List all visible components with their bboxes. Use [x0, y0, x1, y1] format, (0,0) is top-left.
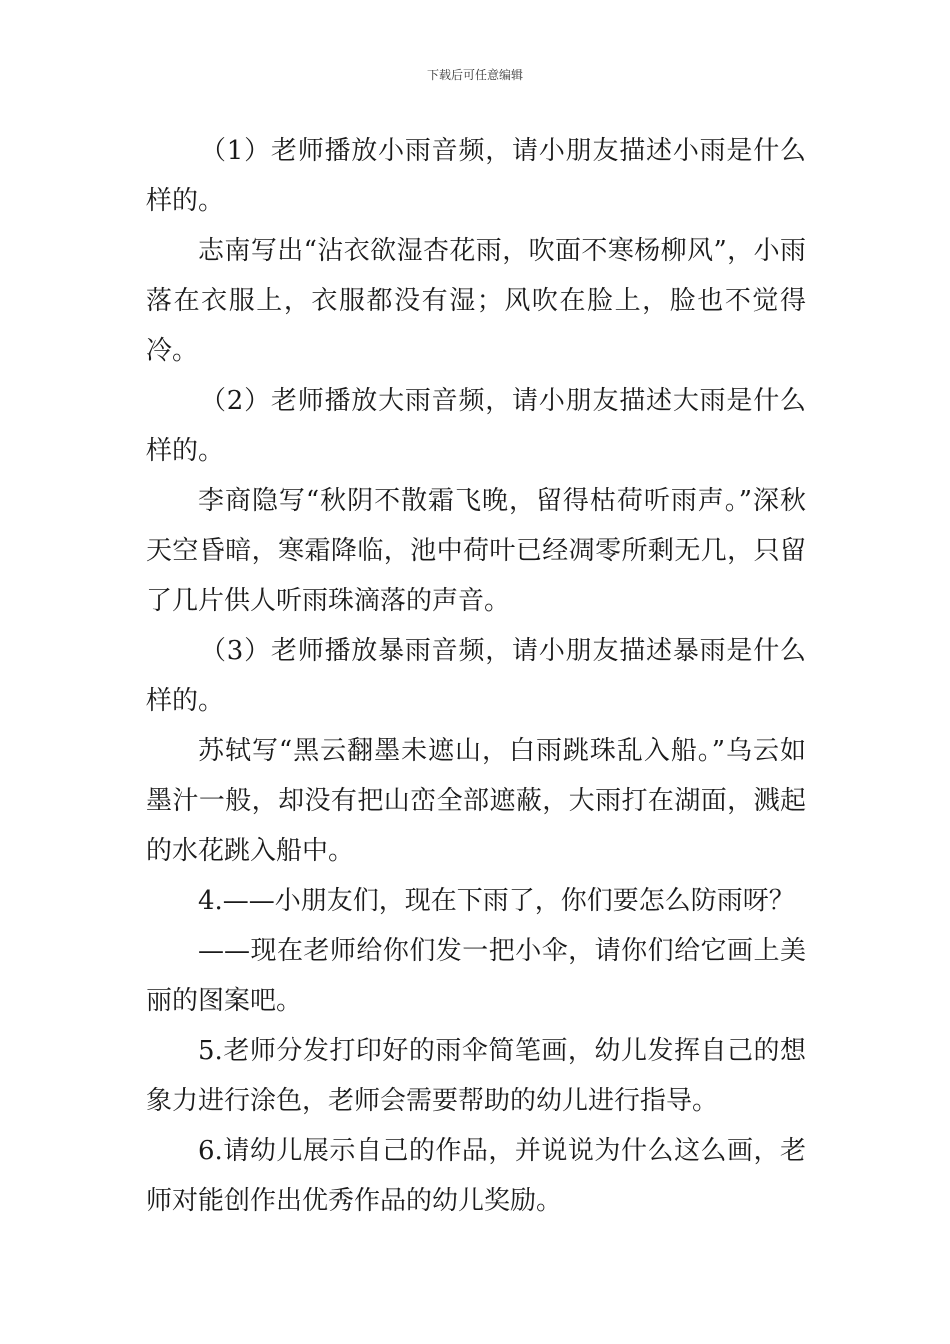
page-header-note: 下载后可任意编辑 [426, 68, 523, 82]
paragraph-poem-2: 李商隐写“秋阴不散霜飞晚，留得枯荷听雨声。”深秋天空昏暗，寒霜降临，池中荷叶已经凋零所剩无几，只留了几片供人听雨珠滴落的声音。 [146, 486, 806, 616]
paragraph-poem-1: 志南写出“沾衣欲湿杏花雨，吹面不寒杨柳风”，小雨落在衣服上，衣服都没有湿；风吹在脸上，脸也不觉得冷。 [146, 236, 806, 366]
paragraph-item-4-question: 4.——小朋友们，现在下雨了，你们要怎么防雨呀？ [198, 886, 795, 916]
paragraph-poem-3: 苏轼写“黑云翻墨未遮山，白雨跳珠乱入船。”乌云如墨汁一般，却没有把山峦全部遮蔽，大雨打在湖面，溅起的水花跳入船中。 [146, 736, 806, 866]
document-body [146, 126, 806, 1226]
paragraph-step-2: （2）老师播放大雨音频，请小朋友描述大雨是什么样的。 [146, 386, 806, 466]
paragraph-item-6: 6.请幼儿展示自己的作品，并说说为什么这么画，老师对能创作出优秀作品的幼儿奖励。 [146, 1136, 806, 1216]
paragraph-item-5: 5.老师分发打印好的雨伞简笔画，幼儿发挥自己的想象力进行涂色，老师会需要帮助的幼儿进行指导。 [146, 1036, 806, 1116]
paragraph-item-4-umbrella: ——现在老师给你们发一把小伞，请你们给它画上美丽的图案吧。 [146, 936, 806, 1016]
paragraph-step-3: （3）老师播放暴雨音频，请小朋友描述暴雨是什么样的。 [146, 636, 806, 716]
paragraph-step-1: （1）老师播放小雨音频，请小朋友描述小雨是什么样的。 [146, 136, 806, 216]
